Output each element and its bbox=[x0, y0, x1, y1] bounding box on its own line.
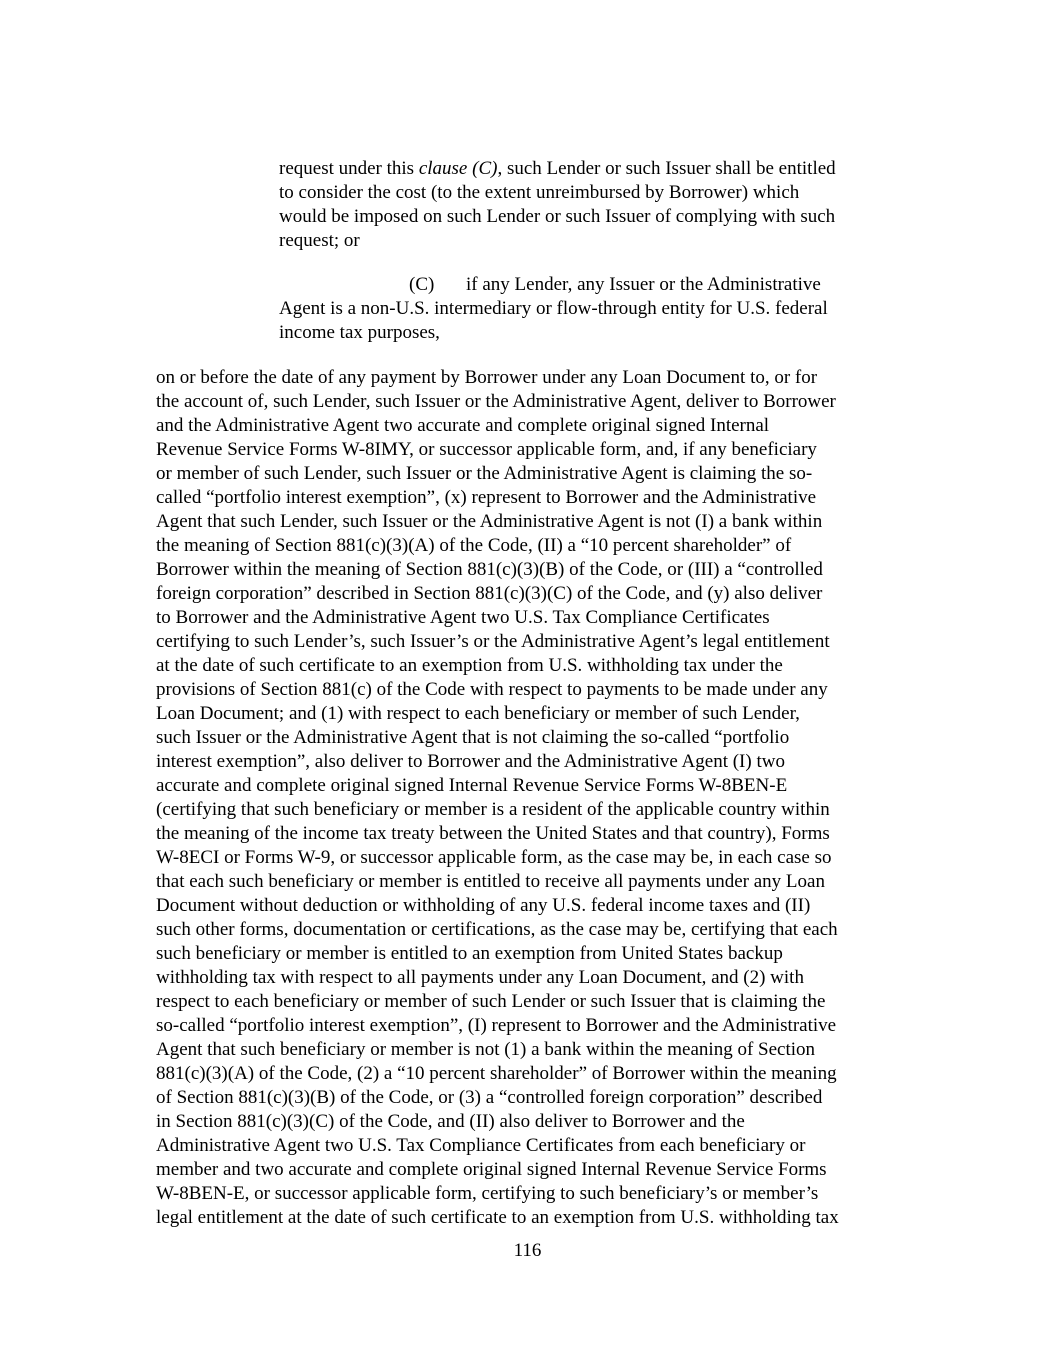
paragraph-line: Agent that such beneficiary or member is not (1) a bank within the meaning of Section bbox=[156, 1039, 816, 1060]
paragraph-line: and the Administrative Agent two accurate and complete original signed Internal bbox=[156, 415, 770, 436]
paragraph-line: W-8ECI or Forms W-9, or successor applicable form, as the case may be, in each case so bbox=[156, 847, 832, 868]
paragraph-line: (certifying that such beneficiary or member is a resident of the applicable country within bbox=[156, 799, 830, 820]
paragraph-line: such Issuer or the Administrative Agent that is not claiming the so-called “portfolio bbox=[156, 727, 790, 748]
paragraph-line: that each such beneficiary or member is entitled to receive all payments under any Loan bbox=[156, 871, 825, 892]
paragraph-line: Document without deduction or withholding of any U.S. federal income taxes and (II) bbox=[156, 895, 811, 916]
paragraph-line: W-8BEN-E, or successor applicable form, certifying to such beneficiary’s or member’s bbox=[156, 1183, 819, 1204]
paragraph-line: to Borrower and the Administrative Agent two U.S. Tax Compliance Certificates bbox=[156, 607, 770, 628]
paragraph-line: the meaning of the income tax treaty between the United States and that country), Forms bbox=[156, 823, 830, 844]
paragraph-line: interest exemption”, also deliver to Borrower and the Administrative Agent (I) two bbox=[156, 751, 785, 772]
paragraph-line: Administrative Agent two U.S. Tax Compliance Certificates from each beneficiary or bbox=[156, 1135, 806, 1156]
paragraph-line: member and two accurate and complete original signed Internal Revenue Service Forms bbox=[156, 1159, 827, 1180]
top-block-line-3: would be imposed on such Lender or such Issuer of complying with such bbox=[279, 206, 836, 227]
paragraph-line: provisions of Section 881(c) of the Code with respect to payments to be made under any bbox=[156, 679, 828, 700]
paragraph-line: the account of, such Lender, such Issuer or the Administrative Agent, deliver to Borrower bbox=[156, 391, 836, 412]
paragraph-line: 881(c)(3)(A) of the Code, (2) a “10 percent shareholder” of Borrower within the meaning bbox=[156, 1063, 837, 1084]
clause-c-line-3: income tax purposes, bbox=[279, 322, 440, 343]
paragraph-line: so-called “portfolio interest exemption”, (I) represent to Borrower and the Administrative bbox=[156, 1015, 837, 1036]
clause-c-line-2: Agent is a non-U.S. intermediary or flow-through entity for U.S. federal bbox=[279, 298, 828, 319]
paragraph-line: at the date of such certificate to an exemption from U.S. withholding tax under the bbox=[156, 655, 783, 676]
clause-c-label: (C) bbox=[409, 274, 435, 295]
clause-c-line-1: if any Lender, any Issuer or the Administrative bbox=[466, 274, 821, 295]
paragraph-line: such beneficiary or member is entitled to an exemption from United States backup bbox=[156, 943, 783, 964]
paragraph-line: legal entitlement at the date of such certificate to an exemption from U.S. withholding tax bbox=[156, 1207, 839, 1228]
paragraph-line: on or before the date of any payment by Borrower under any Loan Document to, or for bbox=[156, 367, 818, 388]
paragraph-line: Revenue Service Forms W-8IMY, or successor applicable form, and, if any beneficiary bbox=[156, 439, 817, 460]
paragraph-line: of Section 881(c)(3)(B) of the Code, or (3) a “controlled foreign corporation” described bbox=[156, 1087, 823, 1108]
top-block-line-4: request; or bbox=[279, 230, 360, 251]
text-segment: request under this bbox=[279, 158, 419, 179]
paragraph-line: Agent that such Lender, such Issuer or the Administrative Agent is not (I) a bank within bbox=[156, 511, 823, 532]
paragraph-line: or member of such Lender, such Issuer or the Administrative Agent is claiming the so- bbox=[156, 463, 813, 484]
page-number: 116 bbox=[513, 1240, 542, 1261]
top-block-line-1 bbox=[279, 157, 836, 181]
paragraph-line: certifying to such Lender’s, such Issuer’s or the Administrative Agent’s legal entitlement bbox=[156, 631, 830, 652]
paragraph-line: called “portfolio interest exemption”, (x) represent to Borrower and the Administrative bbox=[156, 487, 817, 508]
paragraph-line: respect to each beneficiary or member of such Lender or such Issuer that is claiming the bbox=[156, 991, 826, 1012]
clause-reference: clause (C) bbox=[418, 158, 498, 179]
top-block-line-2: to consider the cost (to the extent unreimbursed by Borrower) which bbox=[279, 182, 800, 203]
paragraph-line: accurate and complete original signed Internal Revenue Service Forms W-8BEN-E bbox=[156, 775, 788, 796]
paragraph-line: such other forms, documentation or certifications, as the case may be, certifying that each bbox=[156, 919, 838, 940]
paragraph-line: the meaning of Section 881(c)(3)(A) of the Code, (II) a “10 percent shareholder” of bbox=[156, 535, 792, 556]
paragraph-line: foreign corporation” described in Section 881(c)(3)(C) of the Code, and (y) also deliver bbox=[156, 583, 823, 604]
paragraph-line: withholding tax with respect to all payments under any Loan Document, and (2) with bbox=[156, 967, 804, 988]
paragraph-line: in Section 881(c)(3)(C) of the Code, and (II) also deliver to Borrower and the bbox=[156, 1111, 745, 1132]
text-segment: , such Lender or such Issuer shall be entitled bbox=[497, 158, 836, 179]
paragraph-line: Loan Document; and (1) with respect to each beneficiary or member of such Lender, bbox=[156, 703, 800, 724]
paragraph-line: Borrower within the meaning of Section 881(c)(3)(B) of the Code, or (III) a “controlled bbox=[156, 559, 823, 580]
